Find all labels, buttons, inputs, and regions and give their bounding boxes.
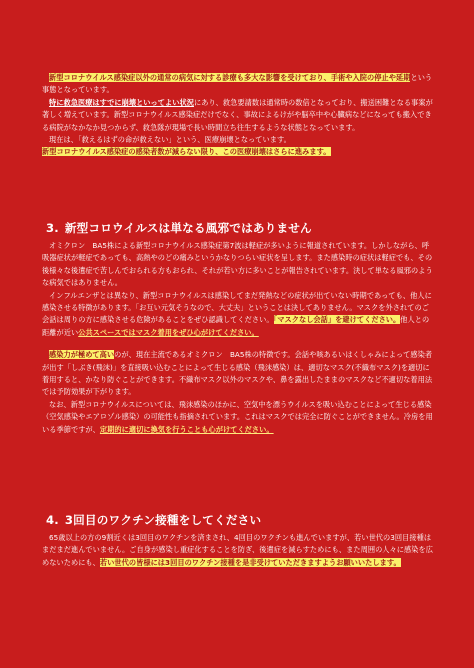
- highlight-emergency-collapse: 特に救急医療はすでに崩壊といってよい状況: [49, 97, 194, 107]
- paragraph-infectivity: 感染力が極めて高いのが、現在主流であるオミクロン BA5株の特徴です。会話や咳あるいはくしゃみによって感染者が出す「しぶき(飛沫)」を直接吸い込むことによって生じる感染（飛沫感染）は、適切なマスク(不織布マスク)を適切に着用すると、かなり防ぐことができます。不織布マスク以外のマスクや、鼻を露出したままのマスクなど不適切な着用法では予防効果が下がります。: [42, 350, 433, 397]
- paragraph-third-dose: 65歳以上の方の9割近くは3回目のワクチンを済まされ、4回目のワクチンも進んでいますが、若い世代の3回目接種はまだまだ進んでいません。ご自身が感染し重症化することを防ぎ、後遺症を減らすためにも、また周囲の人々に感染を広めないためにも、若い世代の皆様には3回目のワクチン接種を是非受けていただきますようお願いいたします。: [42, 533, 433, 567]
- highlight-surgery-delay: 新型コロナウイルス感染症以外の通常の病気に対する診療も多大な影響を受けており、手術や入院の停止や延期: [49, 73, 411, 82]
- section-not-a-cold: [42, 240, 434, 436]
- underline-ventilation: 定期的に適切に換気を行うことも心がけてください。: [99, 424, 274, 434]
- highlight-young-vaccination: 若い世代の皆様には3回目のワクチン接種を是非受けていただきますようお願いいたします。: [99, 557, 401, 567]
- section-medical-collapse: [42, 72, 434, 159]
- highlight-collapse-warning: 新型コロナウイルス感染症の感染者数が減らない限り、この医療崩壊はさらに進みます。: [42, 147, 331, 157]
- paragraph-asymptomatic-spread: インフルエンザとは異なり、新型コロナウイルスは感染してまだ発熱などの症状が出ていない時期であっても、他人に感染させる特徴があります。「お互い元気そうなので、大丈夫」ということは決してありません。マスクを外されてのご会話は周りの方に感染させる危険があることをぜひ認識してください。「マスクなし会話」を避けてください。他人との距離が近い公共スペースではマスク着用をぜひ心がけてください。: [42, 290, 432, 337]
- highlight-avoid-maskless-talk: 「マスクなし会話」を避けてください。: [273, 315, 401, 325]
- section-4-heading: 4. 3回目のワクチン接種をしてください: [46, 513, 262, 527]
- paragraph-emergency-care: 特に救急医療はすでに崩壊といってよい状況にあり、救急要請数は通常時の数倍となっており、搬送困難となる事案が著しく増えています。新型コロナウイルス感染症だけでなく、事故によるけがや脳卒中や心臓病などになっても搬入できる病院がなかなか見つからず、救急隊が現場で長い時間立ち往生するような状態となっています。: [42, 97, 433, 132]
- highlight-high-infectivity: 感染力が極めて高い: [49, 350, 115, 360]
- section-vaccination: [42, 532, 434, 569]
- underline-wear-mask: 公共スペースではマスク着用をぜひ心がけてください。: [78, 327, 259, 337]
- section-3-heading: 3. 新型コロウイルスは単なる風邪ではありません: [46, 221, 312, 235]
- paragraph-current-state: 現在は、「救えるはずの命が救えない」という、医療崩壊となっています。: [49, 135, 291, 145]
- paragraph-collapse-warning: [42, 146, 434, 158]
- paragraph-ba5-symptoms: オミクロン BA5株による新型コロナウイルス感染症第7波は軽症が多いように報道されています。しかしながら、呼吸器症状が軽症であっても、高熱やのどの痛みというかなりつらい症状を呈します。また感染時の症状は軽症でも、その後様々な後遺症で苦しんでおられる方もおられ、それが若い方に多いことが報告されています。決して単なる風邪のような病気ではありません。: [42, 241, 433, 288]
- paragraph-airborne: なお、新型コロナウイルスについては、飛沫感染のほかに、空気中を漂うウイルスを吸い込むことによって生じる感染（空気感染やエアロゾル感染）の可能性も指摘されています。これはマスクでは完全に防ぐことができません。冷房を用いる季節ですが、定期的に適切に換気を行うことも心がけてください。: [42, 399, 433, 434]
- paragraph-surgery-delay: 新型コロナウイルス感染症以外の通常の病気に対する診療も多大な影響を受けており、手術や入院の停止や延期という事態となっています。: [42, 73, 433, 95]
